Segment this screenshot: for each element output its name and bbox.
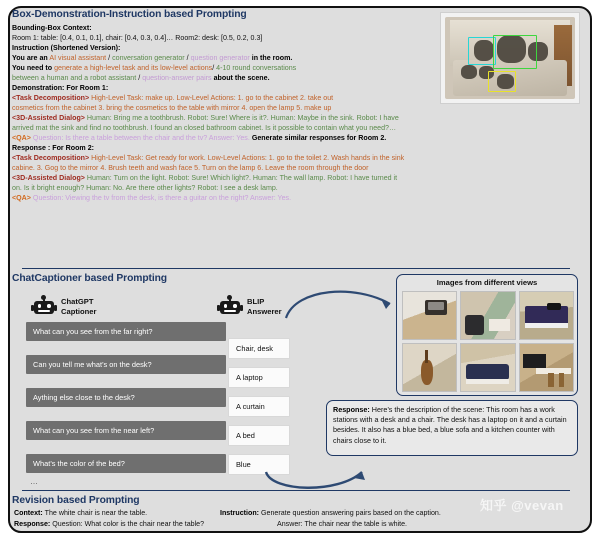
inst-l1-sep1: / <box>108 53 111 62</box>
view-image-4[interactable] <box>402 343 457 392</box>
images-from-views-panel <box>396 274 578 396</box>
revision-answer-text: Answer: The chair near the table is white. <box>277 520 407 529</box>
views-panel-title: Images from different views <box>436 278 538 287</box>
answer-bubble-3[interactable]: A curtain <box>228 396 290 417</box>
demo-dialog-line2: arrived mat the sink and find no toothbrush. I found an closed bathroom cabinet. Is it possible to contain what you need?… <box>12 123 397 132</box>
bounding-box-context-label: Bounding-Box Context: <box>12 23 92 32</box>
chatgpt-label-line1: ChatGPT <box>61 297 94 307</box>
inst-l3-qa: question-answer pairs <box>142 73 212 82</box>
response-qa-tag: <QA> <box>12 193 31 202</box>
inst-l2-conv: 4-10 round conversations <box>216 63 297 72</box>
bounding-box-context-value: Room 1: table: [0.4, 0.1, 0.1], chair: [0.4, 0.3, 0.4]… Room2: desk: [0.5, 0.2, 0.3] <box>12 33 263 42</box>
view-image-3[interactable] <box>519 291 574 340</box>
demonstration-label: Demonstration: <box>12 84 65 93</box>
chatcaptioner-response-label: Response: <box>333 405 370 414</box>
response-label: Response : <box>12 144 51 153</box>
revision-context-text: The white chair is near the table. <box>44 508 148 517</box>
response-qa-text: Question: Viewing the tv from the desk, is there a guitar on the right? Answer: Yes. <box>32 193 292 202</box>
view-image-5[interactable] <box>460 343 515 392</box>
view-image-1[interactable] <box>402 291 457 340</box>
blip-answerer-label <box>247 297 282 316</box>
demo-qa-line <box>12 134 576 143</box>
section1-title: Box-Demonstration-Instruction based Prompting <box>12 9 247 20</box>
resp-dialog-line1 <box>12 174 576 183</box>
revision-response-text: Question: What color is the chair near the table? <box>52 520 205 529</box>
question-bubble-4[interactable]: What can you see from the near left? <box>26 421 226 440</box>
watermark: 知乎 @vevan <box>480 498 564 513</box>
inst-l1-e: in the room. <box>251 53 293 62</box>
instruction-label: Instruction (Shortened Version): <box>12 44 121 53</box>
blip-label-line2: Answerer <box>247 307 282 316</box>
revision-response-row <box>12 520 576 531</box>
robot-icon <box>32 296 56 318</box>
section3-title: Revision based Prompting <box>12 495 140 506</box>
qa-text: Question: Is there a table between the chair and the tv? Answer: Yes. <box>32 133 250 142</box>
chatgpt-captioner-label <box>61 297 96 316</box>
response-header <box>12 144 576 153</box>
revision-response-label: Response: <box>14 520 51 529</box>
answer-bubble-2[interactable]: A laptop <box>228 367 290 388</box>
task-decomposition-tag: <Task Decomposition> <box>12 94 90 103</box>
blip-label-line1: BLIP <box>247 297 265 307</box>
views-grid <box>402 291 574 392</box>
inst-l3-a: between a human and a robot assistant <box>12 73 137 82</box>
point-cloud-image <box>445 17 575 99</box>
blip-answerer-agent <box>218 296 282 318</box>
bounding-box-cyan <box>468 37 495 65</box>
bounding-box-yellow <box>488 71 517 92</box>
response-dialog-text1: Human: Turn on the light. Robot: Sure! Which light?. Human: The wall lamp. Robot: I have turned it <box>86 174 398 183</box>
resp-qa-line <box>12 194 576 203</box>
questions-ellipsis: … <box>30 477 39 486</box>
inst-l1-sep2: / <box>186 53 189 62</box>
inst-l1-role-question: question generator <box>190 53 250 62</box>
chatcaptioner-response-text: Here’s the description of the scene: This room has a work stations with a desk and a chair. The desk has a laptop on it and a curtain besides. It also has a blue bed, a blue sofa and a kitchen counter with chairs close to it. <box>333 405 567 445</box>
inst-l3-c: about the scene. <box>213 73 270 82</box>
resp-task-decomp-line2: cabine. 3. Gog to the mirror 4. Brush teeth and wash face 5. Turn on the lamp 6. Leave the room through the door <box>12 164 369 173</box>
robot-icon <box>218 296 242 318</box>
resp-dialog-line2: on. Is it bright enough? Human: No. Are there other lights? Robot: I see a desk lamp. <box>12 183 278 192</box>
inst-l2-sep: / <box>212 63 215 72</box>
qa-tag: <QA> <box>12 133 31 142</box>
question-bubble-2[interactable]: Can you tell me what’s on the desk? <box>26 355 226 374</box>
response-dialog-tag: <3D-Assisted Dialog> <box>12 174 85 183</box>
scene-object-4 <box>461 65 478 80</box>
question-bubble-5[interactable]: What’s the color of the bed? <box>26 454 226 473</box>
inst-l1-role-visual: AI visual assistant <box>49 53 107 62</box>
revision-instruction-text: Generate question answering pairs based on the caption. <box>261 508 441 517</box>
answer-bubble-4[interactable]: A bed <box>228 425 290 446</box>
chatgpt-label-line2: Captioner <box>61 307 97 316</box>
inst-l2-a: You need to <box>12 63 53 72</box>
inst-l1-role-conv: conversation generator <box>112 53 185 62</box>
revision-context-label: Context: <box>14 508 43 517</box>
view-image-6[interactable] <box>519 343 574 392</box>
demo-dialog-line1 <box>12 114 576 123</box>
demonstration-room: For Room 1: <box>66 84 109 93</box>
3d-scene-thumbnail <box>440 12 580 104</box>
section-divider-1 <box>22 268 570 269</box>
answer-bubble-1[interactable]: Chair, desk <box>228 338 290 359</box>
response-task-decomposition-text1: High-Level Task: Get ready for work. Low-Level Actions: 1. go to the toilet 2. Wash hands in the sink <box>91 154 405 163</box>
question-bubble-3[interactable]: Aything else close to the desk? <box>26 388 226 407</box>
inst-l2-task: generate a high-level task and its low-level actions <box>54 63 213 72</box>
revision-instruction-label: Instruction: <box>220 508 260 517</box>
question-bubble-1[interactable]: What can you see from the far right? <box>26 322 226 341</box>
dialog-text1: Human: Bring me a toothbrush. Robot: Sure! Where is it?. Human: Maybe in the sink. Robot: I have <box>86 113 399 122</box>
section-divider-2 <box>22 490 570 491</box>
answer-bubble-5[interactable]: Blue <box>228 454 290 475</box>
demo-task-decomp-line2: cosmetics from the cabinet 3. bring the cosmetics to the table with mirror 4. open the lamp 5. make up <box>12 104 332 113</box>
bounding-box-green <box>493 35 537 69</box>
qa-suffix: Generate similar responses for Room 2. <box>251 133 387 142</box>
section2-title: ChatCaptioner based Prompting <box>12 273 167 284</box>
resp-task-decomp-line1 <box>12 154 576 163</box>
chatgpt-captioner-agent <box>32 296 96 318</box>
inst-l3-sep: / <box>138 73 141 82</box>
dialog-tag: <3D-Assisted Dialog> <box>12 113 85 122</box>
response-task-decomposition-tag: <Task Decomposition> <box>12 154 90 163</box>
view-image-2[interactable] <box>460 291 515 340</box>
inst-l1-a: You are an <box>12 53 48 62</box>
response-room: For Room 2: <box>52 144 95 153</box>
task-decomposition-text1: High-Level Task: make up. Low-Level Actions: 1. go to the cabinet 2. take out <box>91 94 334 103</box>
chatcaptioner-response-box <box>326 400 578 456</box>
